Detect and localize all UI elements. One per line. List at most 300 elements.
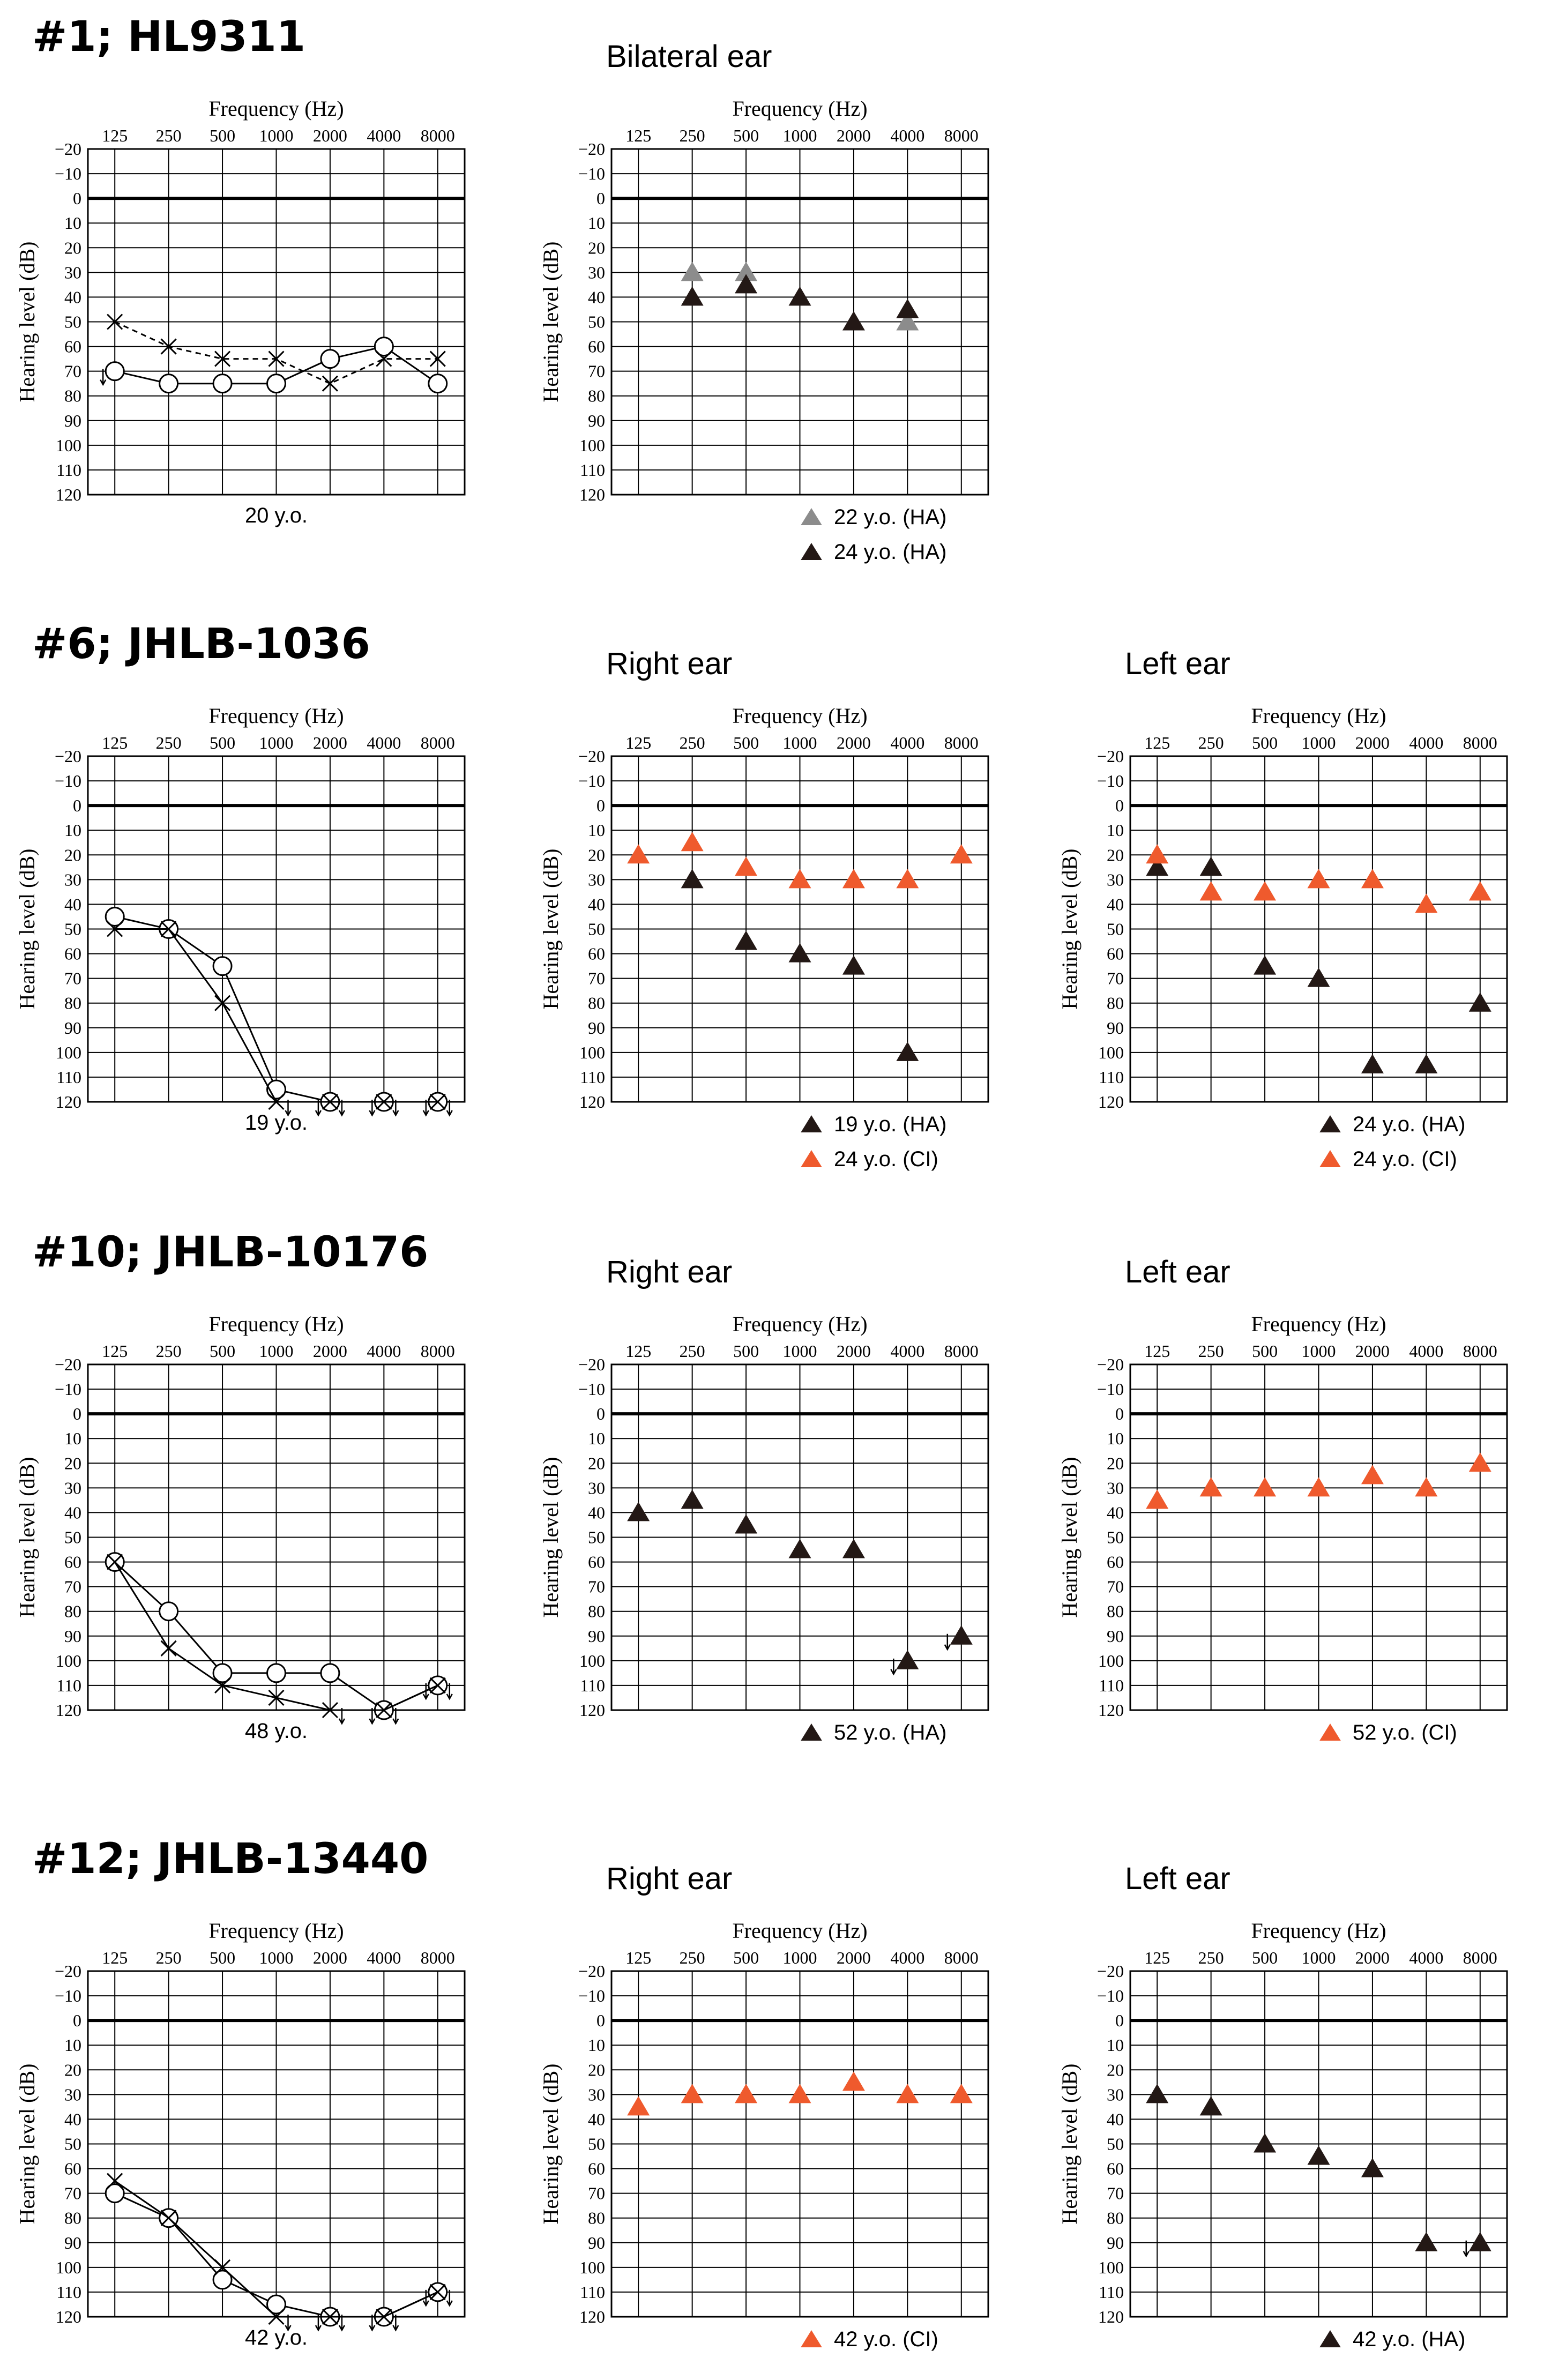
x-tick-label: 125 <box>625 126 652 145</box>
circle-marker <box>321 350 339 368</box>
aided-audiogram <box>1057 646 1507 1171</box>
triangle-marker <box>735 856 757 876</box>
threshold-audiogram <box>15 704 465 1135</box>
y-tick-label: 120 <box>1098 2307 1124 2326</box>
x-tick-label: 2000 <box>1355 1341 1390 1361</box>
x-tick-label: 1000 <box>782 733 817 752</box>
y-tick-label: 20 <box>64 2060 81 2080</box>
triangle-marker <box>1469 2232 1491 2251</box>
triangle-marker <box>1254 956 1276 975</box>
y-tick-label: 120 <box>56 1700 81 1720</box>
triangle-marker <box>681 832 704 851</box>
panel-title: Left ear <box>1125 646 1230 681</box>
y-tick-label: 100 <box>579 1651 605 1670</box>
x-tick-label: 1000 <box>782 126 817 145</box>
y-tick-label: 20 <box>1107 1453 1124 1473</box>
y-tick-label: 110 <box>580 1675 605 1695</box>
triangle-marker <box>1200 1477 1222 1496</box>
x-axis-label: Frequency (Hz) <box>208 1919 344 1943</box>
y-tick-label: −10 <box>1097 771 1124 791</box>
y-tick-label: 90 <box>588 411 605 430</box>
y-tick-label: 20 <box>588 2060 605 2080</box>
y-tick-label: 40 <box>588 1503 605 1523</box>
triangle-marker <box>1361 1465 1384 1484</box>
x-tick-label: 8000 <box>944 1948 979 1967</box>
y-tick-label: 20 <box>1107 845 1124 865</box>
x-axis-label: Frequency (Hz) <box>208 1312 344 1336</box>
y-tick-label: 0 <box>596 796 605 816</box>
age-label: 20 y.o. <box>244 504 308 527</box>
y-tick-label: −20 <box>1097 1355 1124 1374</box>
circle-marker <box>267 375 286 393</box>
legend-marker <box>801 543 822 560</box>
y-tick-label: 30 <box>588 263 605 282</box>
triangle-marker <box>681 869 704 888</box>
y-tick-label: 40 <box>588 894 605 914</box>
y-tick-label: 70 <box>588 2183 605 2203</box>
y-tick-label: 90 <box>588 1626 605 1646</box>
legend-marker <box>801 1115 822 1132</box>
y-tick-label: 70 <box>64 968 81 988</box>
aided-audiogram <box>539 1255 988 1744</box>
y-tick-label: −10 <box>578 1379 605 1399</box>
y-tick-label: 120 <box>56 2307 81 2326</box>
triangle-marker <box>950 1625 973 1645</box>
triangle-marker <box>1308 2146 1330 2165</box>
x-axis-label: Frequency (Hz) <box>1251 704 1386 728</box>
x-tick-label: 2000 <box>312 733 347 752</box>
x-tick-label: 500 <box>733 126 759 145</box>
y-tick-label: 40 <box>1107 1503 1124 1523</box>
triangle-marker <box>896 869 919 888</box>
x-tick-label: 4000 <box>367 1948 401 1967</box>
panel-title: Left ear <box>1125 1861 1230 1896</box>
y-tick-label: 100 <box>1098 1651 1124 1670</box>
y-tick-label: 10 <box>1107 2035 1124 2055</box>
x-tick-label: 1000 <box>259 126 294 145</box>
y-tick-label: 100 <box>1098 1042 1124 1062</box>
y-tick-label: −10 <box>1097 1379 1124 1399</box>
legend-label: 19 y.o. (HA) <box>834 1113 947 1136</box>
x-tick-label: 1000 <box>1301 1948 1336 1967</box>
age-label: 48 y.o. <box>244 1719 308 1743</box>
y-tick-label: 80 <box>1107 1601 1124 1621</box>
x-tick-label: 4000 <box>367 733 401 752</box>
y-tick-label: 60 <box>64 944 81 964</box>
y-tick-label: 60 <box>1107 1552 1124 1572</box>
y-tick-label: 30 <box>64 263 81 282</box>
y-tick-label: 60 <box>588 1552 605 1572</box>
triangle-marker <box>789 943 811 963</box>
legend-marker <box>1319 1115 1341 1132</box>
x-tick-label: 2000 <box>836 1341 871 1361</box>
triangle-marker <box>789 869 811 888</box>
y-tick-label: 80 <box>64 1601 81 1621</box>
y-tick-label: −20 <box>578 1355 605 1374</box>
triangle-marker <box>1254 2133 1276 2153</box>
y-tick-label: 40 <box>588 2109 605 2129</box>
y-tick-label: −20 <box>578 139 605 159</box>
y-tick-label: 30 <box>588 870 605 890</box>
y-axis-label: Hearing level (dB) <box>15 848 39 1010</box>
x-tick-label: 2000 <box>836 126 871 145</box>
y-tick-label: −10 <box>578 164 605 184</box>
x-tick-label: 4000 <box>1409 1948 1444 1967</box>
x-axis-label: Frequency (Hz) <box>208 704 344 728</box>
triangle-marker <box>1469 993 1491 1012</box>
x-axis-label: Frequency (Hz) <box>208 96 344 121</box>
y-tick-label: 0 <box>1115 796 1124 816</box>
triangle-marker <box>681 2084 704 2103</box>
y-tick-label: −10 <box>54 164 81 184</box>
y-tick-label: 20 <box>588 1453 605 1473</box>
y-tick-label: 60 <box>588 2159 605 2178</box>
triangle-marker <box>1200 856 1222 876</box>
y-tick-label: 30 <box>64 1478 81 1498</box>
y-tick-label: 0 <box>596 189 605 208</box>
x-tick-label: 8000 <box>420 1948 455 1967</box>
y-tick-label: 30 <box>588 1478 605 1498</box>
triangle-marker <box>1200 881 1222 900</box>
x-tick-label: 4000 <box>367 1341 401 1361</box>
triangle-marker <box>950 2084 973 2103</box>
y-tick-label: 10 <box>64 820 81 840</box>
aided-audiogram <box>1057 1861 1507 2351</box>
triangle-marker <box>1200 2096 1222 2115</box>
y-tick-label: 20 <box>588 845 605 865</box>
y-axis-label: Hearing level (dB) <box>539 2063 563 2225</box>
y-tick-label: 50 <box>588 312 605 332</box>
triangle-marker <box>627 844 650 863</box>
triangle-marker <box>842 1539 865 1558</box>
y-tick-label: −20 <box>578 1961 605 1981</box>
y-tick-label: 110 <box>56 1675 81 1695</box>
y-tick-label: 60 <box>588 337 605 356</box>
triangle-marker <box>1415 2232 1437 2251</box>
y-tick-label: 100 <box>579 435 605 455</box>
x-tick-label: 4000 <box>1409 733 1444 752</box>
y-tick-label: 120 <box>579 485 605 504</box>
y-tick-label: 80 <box>64 2208 81 2228</box>
y-tick-label: 90 <box>64 1018 81 1038</box>
x-tick-label: 8000 <box>1463 733 1497 752</box>
y-tick-label: 30 <box>1107 1478 1124 1498</box>
y-tick-label: 110 <box>580 2282 605 2302</box>
y-tick-label: 90 <box>64 411 81 430</box>
threshold-audiogram <box>15 1312 465 1743</box>
x-tick-label: 125 <box>625 1948 652 1967</box>
y-tick-label: 10 <box>588 820 605 840</box>
triangle-marker <box>842 956 865 975</box>
legend-label: 24 y.o. (CI) <box>1353 1147 1457 1171</box>
y-tick-label: 80 <box>588 386 605 406</box>
y-axis-label: Hearing level (dB) <box>1057 1457 1081 1618</box>
legend-label: 42 y.o. (HA) <box>1353 2327 1466 2351</box>
y-tick-label: 10 <box>588 213 605 233</box>
x-tick-label: 125 <box>1144 1948 1170 1967</box>
x-tick-label: 500 <box>733 733 759 752</box>
x-axis-label: Frequency (Hz) <box>732 96 868 121</box>
threshold-audiogram <box>15 96 465 527</box>
panel-title: Right ear <box>606 1861 733 1896</box>
x-tick-label: 4000 <box>890 126 925 145</box>
x-tick-label: 250 <box>679 1341 705 1361</box>
triangle-marker <box>627 2096 650 2115</box>
y-tick-label: 70 <box>1107 1577 1124 1596</box>
y-tick-label: 120 <box>579 1700 605 1720</box>
x-tick-label: 250 <box>1198 1948 1224 1967</box>
triangle-marker <box>1308 1477 1330 1496</box>
y-tick-label: −20 <box>54 747 81 766</box>
y-tick-label: 90 <box>588 2233 605 2252</box>
x-tick-label: 250 <box>155 1948 182 1967</box>
y-tick-label: 50 <box>1107 2134 1124 2154</box>
triangle-marker <box>789 1539 811 1558</box>
y-tick-label: −10 <box>578 771 605 791</box>
y-tick-label: 110 <box>1099 1067 1124 1087</box>
y-tick-label: 70 <box>1107 2183 1124 2203</box>
x-tick-label: 250 <box>1198 733 1224 752</box>
y-tick-label: 60 <box>1107 2159 1124 2178</box>
triangle-marker <box>950 844 973 863</box>
y-axis-label: Hearing level (dB) <box>15 2063 39 2225</box>
x-tick-label: 125 <box>102 126 128 145</box>
y-tick-label: 80 <box>588 2208 605 2228</box>
y-tick-label: 120 <box>579 2307 605 2326</box>
triangle-marker <box>1469 881 1491 900</box>
y-tick-label: 50 <box>588 919 605 939</box>
triangle-marker <box>842 2071 865 2091</box>
x-tick-label: 4000 <box>890 1948 925 1967</box>
y-tick-label: −10 <box>54 771 81 791</box>
y-tick-label: 50 <box>588 2134 605 2154</box>
circle-marker <box>213 957 232 975</box>
y-tick-label: 0 <box>596 2011 605 2031</box>
y-tick-label: 50 <box>64 2134 81 2154</box>
aided-audiogram <box>1057 1255 1507 1744</box>
y-tick-label: 40 <box>1107 2109 1124 2129</box>
x-tick-label: 1000 <box>259 733 294 752</box>
y-tick-label: 120 <box>1098 1700 1124 1720</box>
triangle-marker <box>842 869 865 888</box>
y-tick-label: −10 <box>54 1986 81 2006</box>
triangle-marker <box>789 286 811 305</box>
aided-audiogram <box>539 39 988 564</box>
y-tick-label: 80 <box>64 993 81 1013</box>
y-tick-label: 20 <box>588 238 605 258</box>
y-tick-label: 30 <box>64 2085 81 2105</box>
y-tick-label: 60 <box>64 2159 81 2178</box>
x-axis-label: Frequency (Hz) <box>732 1312 868 1336</box>
y-tick-label: 50 <box>64 919 81 939</box>
y-tick-label: 10 <box>64 213 81 233</box>
y-tick-label: 110 <box>1099 2282 1124 2302</box>
y-tick-label: 40 <box>588 287 605 307</box>
circle-marker <box>160 375 178 393</box>
x-tick-label: 2000 <box>1355 733 1390 752</box>
y-tick-label: 0 <box>73 189 81 208</box>
y-tick-label: −10 <box>54 1379 81 1399</box>
x-tick-label: 500 <box>1252 1948 1278 1967</box>
x-tick-label: 2000 <box>836 733 871 752</box>
panel-title: Bilateral ear <box>606 39 772 74</box>
x-tick-label: 1000 <box>259 1948 294 1967</box>
y-tick-label: −20 <box>54 1961 81 1981</box>
case-label: #6; JHLB-1036 <box>32 620 370 668</box>
x-tick-label: 4000 <box>890 1341 925 1361</box>
x-tick-label: 250 <box>679 733 705 752</box>
y-tick-label: 110 <box>1099 1675 1124 1695</box>
y-tick-label: 20 <box>64 845 81 865</box>
y-tick-label: 80 <box>588 1601 605 1621</box>
y-tick-label: −20 <box>54 139 81 159</box>
y-tick-label: 0 <box>73 796 81 816</box>
y-tick-label: 60 <box>64 337 81 356</box>
triangle-marker <box>789 2084 811 2103</box>
x-axis-label: Frequency (Hz) <box>732 1919 868 1943</box>
x-tick-label: 8000 <box>1463 1948 1497 1967</box>
triangle-marker <box>1308 869 1330 888</box>
y-tick-label: 80 <box>64 386 81 406</box>
y-tick-label: 20 <box>64 238 81 258</box>
y-tick-label: 10 <box>588 2035 605 2055</box>
y-tick-label: −20 <box>54 1355 81 1374</box>
y-tick-label: 70 <box>588 1577 605 1596</box>
triangle-marker <box>1415 1054 1437 1073</box>
y-tick-label: 0 <box>73 2011 81 2031</box>
y-tick-label: 120 <box>579 1092 605 1111</box>
circle-marker <box>267 1664 286 1682</box>
x-tick-label: 125 <box>1144 733 1170 752</box>
y-tick-label: 100 <box>56 2257 81 2277</box>
x-tick-label: 2000 <box>836 1948 871 1967</box>
y-tick-label: 40 <box>64 1503 81 1523</box>
legend-label: 24 y.o. (HA) <box>1353 1113 1466 1136</box>
x-tick-label: 125 <box>625 733 652 752</box>
triangle-marker <box>1254 1477 1276 1496</box>
x-tick-label: 250 <box>679 126 705 145</box>
triangle-marker <box>1254 881 1276 900</box>
y-tick-label: 110 <box>580 1067 605 1087</box>
x-tick-label: 1000 <box>259 1341 294 1361</box>
y-tick-label: 10 <box>1107 1429 1124 1449</box>
triangle-marker <box>1361 2158 1384 2177</box>
triangle-marker <box>842 311 865 331</box>
legend-marker <box>801 1150 822 1167</box>
legend-marker <box>801 508 822 525</box>
y-tick-label: 40 <box>1107 894 1124 914</box>
y-tick-label: 90 <box>1107 1018 1124 1038</box>
x-tick-label: 1000 <box>1301 1341 1336 1361</box>
x-axis-label: Frequency (Hz) <box>1251 1919 1386 1943</box>
triangle-marker <box>681 286 704 305</box>
y-tick-label: 50 <box>588 1527 605 1547</box>
x-tick-label: 8000 <box>1463 1341 1497 1361</box>
legend-marker <box>801 1724 822 1741</box>
circle-marker <box>160 1602 178 1621</box>
triangle-marker <box>1415 1477 1437 1496</box>
y-tick-label: 30 <box>1107 870 1124 890</box>
y-tick-label: 80 <box>1107 2208 1124 2228</box>
x-tick-label: 250 <box>1198 1341 1224 1361</box>
x-tick-label: 250 <box>155 1341 182 1361</box>
legend-label: 24 y.o. (HA) <box>834 540 947 564</box>
y-tick-label: 70 <box>64 1577 81 1596</box>
y-tick-label: 60 <box>1107 944 1124 964</box>
y-tick-label: −20 <box>578 747 605 766</box>
y-tick-label: 120 <box>56 485 81 504</box>
y-tick-label: 70 <box>1107 968 1124 988</box>
legend-marker <box>1319 2330 1341 2347</box>
y-tick-label: 50 <box>64 1527 81 1547</box>
triangle-marker <box>896 1650 919 1669</box>
x-tick-label: 4000 <box>367 126 401 145</box>
y-tick-label: 110 <box>56 460 81 480</box>
legend-label: 52 y.o. (HA) <box>834 1721 947 1744</box>
x-tick-label: 500 <box>733 1341 759 1361</box>
y-tick-label: 100 <box>579 2257 605 2277</box>
x-tick-label: 8000 <box>944 126 979 145</box>
x-tick-label: 2000 <box>312 1948 347 1967</box>
triangle-marker <box>735 1514 757 1533</box>
x-tick-label: 1000 <box>782 1341 817 1361</box>
y-tick-label: 0 <box>73 1404 81 1424</box>
y-tick-label: 50 <box>1107 919 1124 939</box>
triangle-marker <box>896 2084 919 2103</box>
x-tick-label: 500 <box>733 1948 759 1967</box>
y-tick-label: −10 <box>1097 1986 1124 2006</box>
y-tick-label: 50 <box>1107 1527 1124 1547</box>
x-tick-label: 500 <box>210 126 236 145</box>
triangle-marker <box>681 262 704 281</box>
y-tick-label: 110 <box>56 2282 81 2302</box>
x-tick-label: 4000 <box>1409 1341 1444 1361</box>
triangle-marker <box>735 931 757 950</box>
legend-marker <box>801 2330 822 2347</box>
y-tick-label: 10 <box>64 2035 81 2055</box>
x-tick-label: 125 <box>102 733 128 752</box>
y-tick-label: 70 <box>64 2183 81 2203</box>
aided-audiogram <box>539 646 988 1171</box>
y-tick-label: −20 <box>1097 1961 1124 1981</box>
legend-label: 24 y.o. (CI) <box>834 1147 938 1171</box>
x-tick-label: 125 <box>102 1341 128 1361</box>
triangle-marker <box>1146 1489 1168 1509</box>
y-axis-label: Hearing level (dB) <box>539 848 563 1010</box>
x-tick-label: 8000 <box>420 1341 455 1361</box>
y-tick-label: 10 <box>64 1429 81 1449</box>
circle-marker <box>106 362 124 380</box>
y-tick-label: 20 <box>1107 2060 1124 2080</box>
y-tick-label: −20 <box>1097 747 1124 766</box>
legend-label: 52 y.o. (CI) <box>1353 1721 1457 1744</box>
x-tick-label: 1000 <box>1301 733 1336 752</box>
y-tick-label: 110 <box>56 1067 81 1087</box>
y-axis-label: Hearing level (dB) <box>1057 2063 1081 2225</box>
y-tick-label: 100 <box>56 1651 81 1670</box>
x-tick-label: 500 <box>1252 733 1278 752</box>
triangle-marker <box>896 1042 919 1061</box>
triangle-marker <box>1146 2084 1168 2103</box>
y-tick-label: 120 <box>56 1092 81 1111</box>
x-axis-label: Frequency (Hz) <box>732 704 868 728</box>
y-tick-label: 10 <box>1107 820 1124 840</box>
y-tick-label: 80 <box>1107 993 1124 1013</box>
triangle-marker <box>1361 869 1384 888</box>
legend-marker <box>1319 1724 1341 1741</box>
y-tick-label: 50 <box>64 312 81 332</box>
y-tick-label: 0 <box>596 1404 605 1424</box>
